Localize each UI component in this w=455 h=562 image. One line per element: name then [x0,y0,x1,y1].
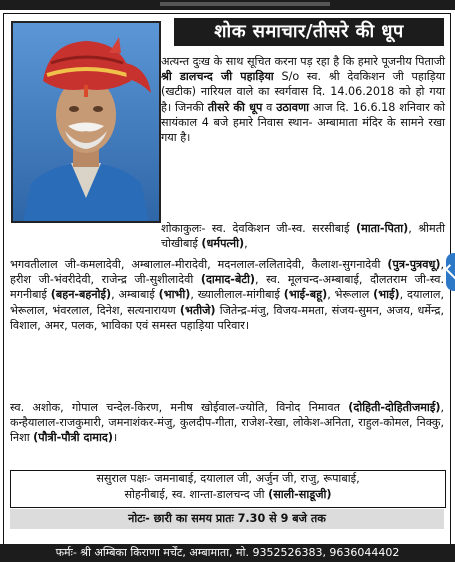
in-laws-box [10,470,446,508]
intro-text-4: आज दि. 16.6.18 शनिवार को सायंकाल 4 बजे हमारे निवास स्थान- अम्बामाता मंदिर के सामने रखा गया है। [161,100,446,145]
announcement-paragraph [161,54,445,145]
in-laws-text: सोहनीबाई, स्व. शान्ता-डालचन्द जी [124,488,269,501]
grandchildren-text-3: । [112,431,118,445]
grandchildren-list [10,400,444,446]
chevron-left-icon [445,264,455,282]
relation-parents: (माता-पिता) [355,222,409,235]
mourners-text-8: जितेन्द्र-मंजु, विजय-ममता, संजय-सुमन, अजय, धर्मेन्द्र, विशाल, अमर, पलक, भाविका एवं समस्त पहाड़िया परिवार। [10,303,444,332]
portrait-illustration [13,23,159,221]
grandchildren-text-1: स्व. अशोक, गोपाल चन्देल-किरण, मनीष खोईवाल-ज्योति, विनोद निमावत [10,401,349,414]
mourners-text-2: , हरीश जी-भंवरीदेवी, राजेन्द्र जी-सुशीलादेवी [10,258,444,287]
top-strip [0,0,455,10]
relation-brother-wife: (भाई-बहू) [283,288,328,302]
relation-son-in-law: (दामाद-बेटी) [200,273,255,287]
ceremony-name: तीसरे की धूप [207,100,263,114]
top-strip-bar [160,2,330,6]
notice-title: शोक समाचार/तीसरे की धूप [174,18,444,46]
timing-note: नोटः- छारी का समय प्रातः 7.30 से 9 बजे तक [10,509,444,529]
mourners-text-1: भगवतीलाल जी-कमलादेवी, अम्बालाल-मीरादेवी, मदनलाल-ललितादेवी, कैलाश-सुगनादेवी [10,258,388,271]
mourners-text-7: , दयालाल, भेरूलाल, भंवरलाल, दिनेश, सत्यनारायण [10,288,445,317]
mourners-intro [161,221,445,259]
side-scroll-button[interactable] [446,253,455,291]
relation-granddaughters: (दोहिती-दोहितीजमाई) [348,401,441,414]
mourners-intro-text-2: , श्रीमती चोखीबाई [161,222,445,251]
portrait-photo [11,21,161,223]
mourners-text-6: , भेरूलाल [327,288,374,302]
in-laws-line-1: ससुराल पक्षः- जमनाबाई, दयालाल जी, अर्जुन जी, राजु, रूपाबाई, [96,472,360,485]
relation-brother: (भाई) [373,288,400,302]
relation-bhabhi: (भाभी) [158,288,191,302]
mourners-text-5: , ख्यालीलाल-मांगीबाई [190,288,284,302]
mourners-text-4: , अम्बाबाई [111,288,159,302]
deceased-name: श्री डालचन्द जी पहाड़िया [161,70,274,84]
firm-footer: फर्मः- श्री अम्बिका किराणा मर्चेंट, अम्बामाता, मो. 9352526383, 9636044402 [0,544,455,562]
intro-text-3: व [262,100,277,114]
obituary-notice [3,13,451,545]
relation-wife: (धर्मपत्नी) [201,237,245,251]
relation-grandchildren: (पौत्री-पौत्री दामाद) [33,431,113,445]
relation-nephews: (भतीजे) [179,303,216,317]
mourners-intro-text-1: शोकाकुलः- स्व. देवकिशन जी-स्व. सरसीबाई [161,222,356,235]
relation-sons: (पुत्र-पुत्रवधू) [387,258,441,271]
intro-text-2: S/o स्व. श्री देवकिशन जी पहाड़िया (खटीक) नारियल वाले का स्वर्गवास दि. 14.06.2018 को हो गया है। जिनकी [161,70,445,114]
mourners-intro-text-3: , [244,237,248,251]
intro-text-1: अत्यन्त दुःख के साथ सूचित करना पड़ रहा है कि हमारे पूजनीय पिताजी [161,55,445,68]
relation-sister-in-law: (साली-साडूजी) [268,488,332,501]
mourners-list [10,257,444,333]
mourners-text-3: , स्व. मूलचन्द-अम्बाबाई, दौलतराम जी-स्व. मगनीबाई [10,273,445,302]
relation-sister: (बहन-बहनोई) [50,288,112,302]
in-laws-line-2 [11,487,445,503]
uthavana-label: उठावणा [276,100,310,114]
grandchildren-text-2: , कन्हैयालाल-राजकुमारी, जमनाशंकर-मंजु, कुलदीप-गीता, राजेश-रेखा, लोकेश-अनिता, राहुल-कोमल, निक्कु, निशा [10,401,444,445]
